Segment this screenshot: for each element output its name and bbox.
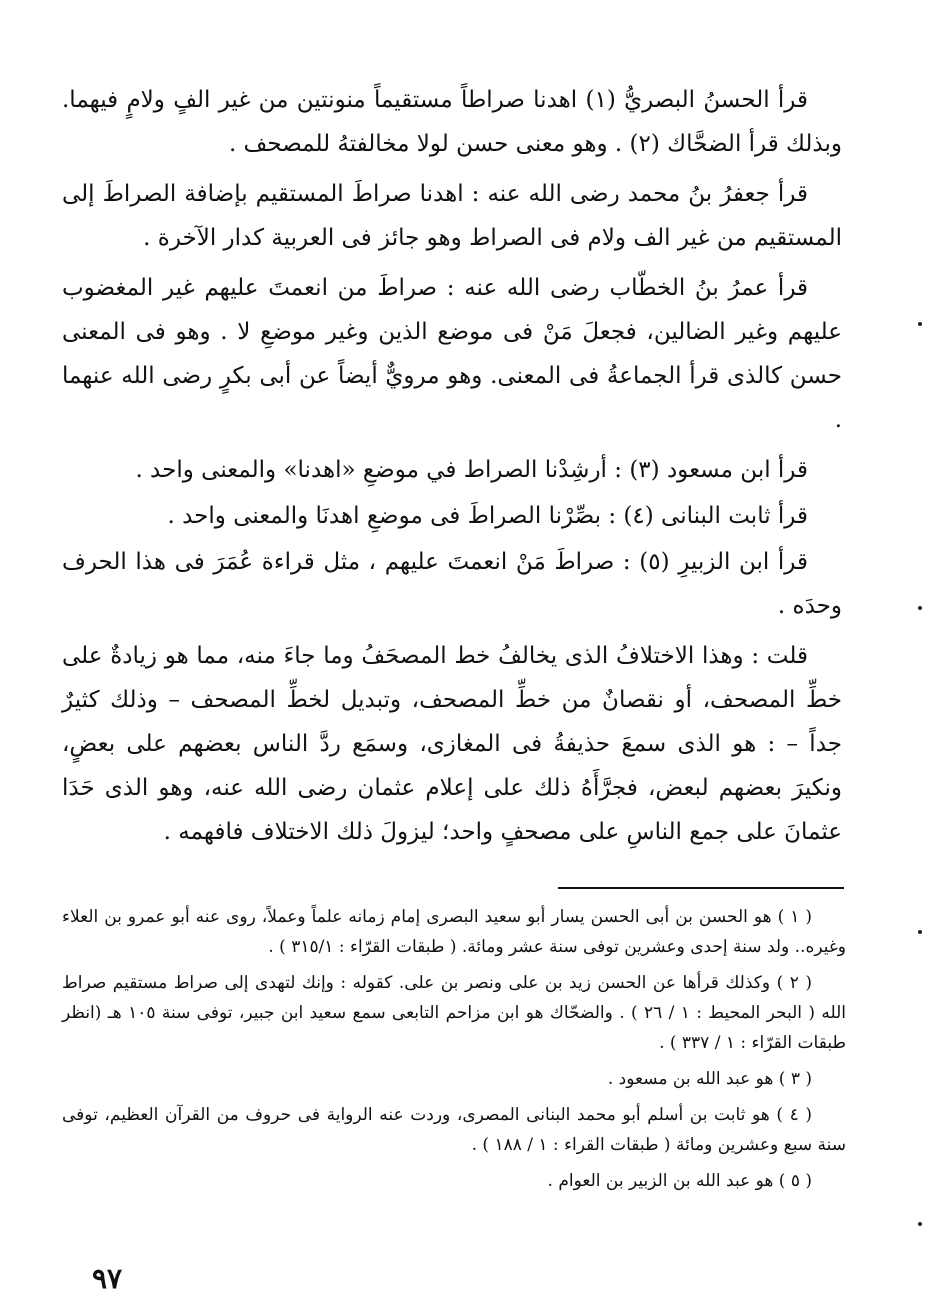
footnote-1: ( ١ ) هو الحسن بن أبى الحسن يسار أبو سعيد البصرى إمام زمانه علماً وعملاً، روى عنه أبو عمرو بن العلاء وغيره.. ولد سنة إحدى وعشرين توفى سنة عشر ومائة. ( طبقات القرّاء : ٣١٥/١ ) . — [62, 907, 846, 957]
paragraph-umar: قرأ عمرُ بنُ الخطّاب رضى الله عنه : صراطَ من انعمتَ عليهم غير المغضوب عليهم وغير الضالين، فجعلَ مَنْ فى موضع الذين وغير موضعِ لا . وهو فى المعنى حسن كالذى قرأ الجماعةُ فى المعنى. وهو مرويٌّ أيضاً عن أبى بكرٍ رضى الله عنهما . — [62, 275, 842, 433]
page-number: ٩٧ — [92, 1262, 123, 1295]
footnote-separator — [558, 887, 844, 889]
margin-mark — [918, 1222, 922, 1226]
main-text — [62, 78, 842, 860]
footnote-5: ( ٥ ) هو عبد الله بن الزبير بن العوام . — [547, 1171, 812, 1191]
margin-mark — [918, 930, 922, 934]
margin-mark — [918, 322, 922, 326]
paragraph-ibn-zubayr: قرأ ابن الزبيرِ (٥) : صراطَ مَنْ انعمتَ عليهم ، مثل قراءة عُمَرَ فى هذا الحرف وحدَه . — [62, 549, 842, 619]
footnote-3: ( ٣ ) هو عبد الله بن مسعود . — [607, 1069, 812, 1089]
margin-mark — [918, 606, 922, 610]
paragraph-hasan-basri: قرأ الحسنُ البصريُّ (١) اهدنا صراطاً مستقيماً منونتين من غير الفٍ ولامٍ فيهما. وبذلك قرأ الضحَّاك (٢) . وهو معنى حسن لولا مخالفتهُ للمصحف . — [62, 87, 842, 157]
footnote-4: ( ٤ ) هو ثابت بن أسلم أبو محمد البنانى المصرى، وردت عنه الرواية فى حروف من القرآن العظيم، توفى سنة سبع وعشرين ومائة ( طبقات القراء : ١ / ١٨٨ ) . — [62, 1105, 846, 1155]
paragraph-jafar: قرأ جعفرُ بنُ محمد رضى الله عنه : اهدنا صراطَ المستقيم بإضافة الصراطَ إلى المستقيم من غير الف ولام فى الصراط وهو جائز فى العربية كدار الآخرة . — [62, 181, 842, 251]
paragraph-ibn-masud: قرأ ابن مسعود (٣) : أرشِدْنا الصراط في موضعِ «اهدنا» والمعنى واحد . — [135, 457, 808, 483]
footnotes — [62, 902, 846, 1202]
paragraph-thabit: قرأ ثابت البنانى (٤) : بصِّرْنا الصراطَ فى موضعِ اهدنَا والمعنى واحد . — [167, 503, 808, 529]
footnote-2: ( ٢ ) وكذلك قرأها عن الحسن زيد بن على ونصر بن على. كقوله : وإنك لتهدى إلى صراط مستقيم صراط الله ( البحر المحيط : ١ / ٢٦ ) . والضحّاك هو ابن مزاحم التابعى سمع سعيد ابن جبير، توفى سنة ١٠٥ هـ (انظر طبقات القرّاء : ١ / ٣٣٧ ) . — [62, 973, 846, 1053]
paragraph-commentary: قلت : وهذا الاختلافُ الذى يخالفُ خط المصحَفُ وما جاءَ منه، مما هو زيادةٌ على خطِّ المصحف، أو نقصانٌ من خطِّ المصحف، وتبديل لخطِّ المصحف – وذلك كثيرٌ جداً – : هو الذى سمعَ حذيفةُ فى المغازى، وسمَع ردَّ الناس بعضهم على بعضٍ، ونكيرَ بعضهم لبعض، فجرَّأَهُ ذلك على إعلام عثمان رضى الله عنه، وهو الذى حَدَا عثمانَ على جمع الناسِ على مصحفٍ واحد؛ ليزولَ ذلك الاختلاف فافهمه . — [62, 643, 842, 845]
